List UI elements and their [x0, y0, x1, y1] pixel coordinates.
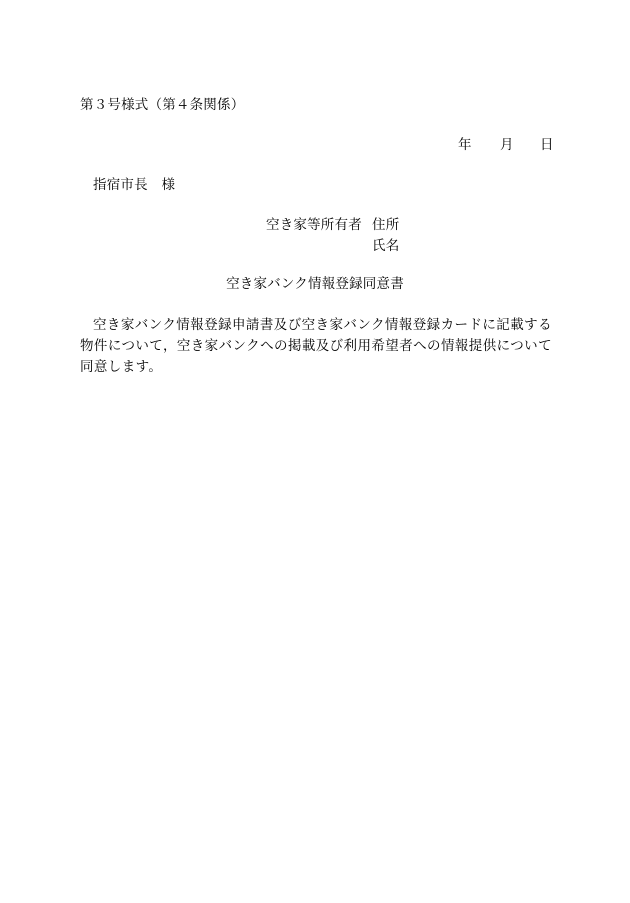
- document-title: 空き家バンク情報登録同意書: [226, 276, 404, 292]
- addressee: 指宿市長 様: [93, 177, 176, 193]
- date-month-label: 月: [500, 137, 514, 153]
- owner-label: 空き家等所有者: [266, 217, 362, 233]
- owner-name-label: 氏名: [372, 238, 400, 254]
- date-day-label: 日: [540, 137, 554, 153]
- consent-body-text: 空き家バンク情報登録申請書及び空き家バンク情報登録カードに記載する物件について，空き家バンクへの掲載及び利用希望者への情報提供について同意します。: [80, 317, 552, 375]
- form-number: 第３号様式（第４条関係）: [80, 97, 245, 113]
- owner-address-label: 住所: [372, 217, 400, 233]
- date-year-label: 年: [458, 137, 472, 153]
